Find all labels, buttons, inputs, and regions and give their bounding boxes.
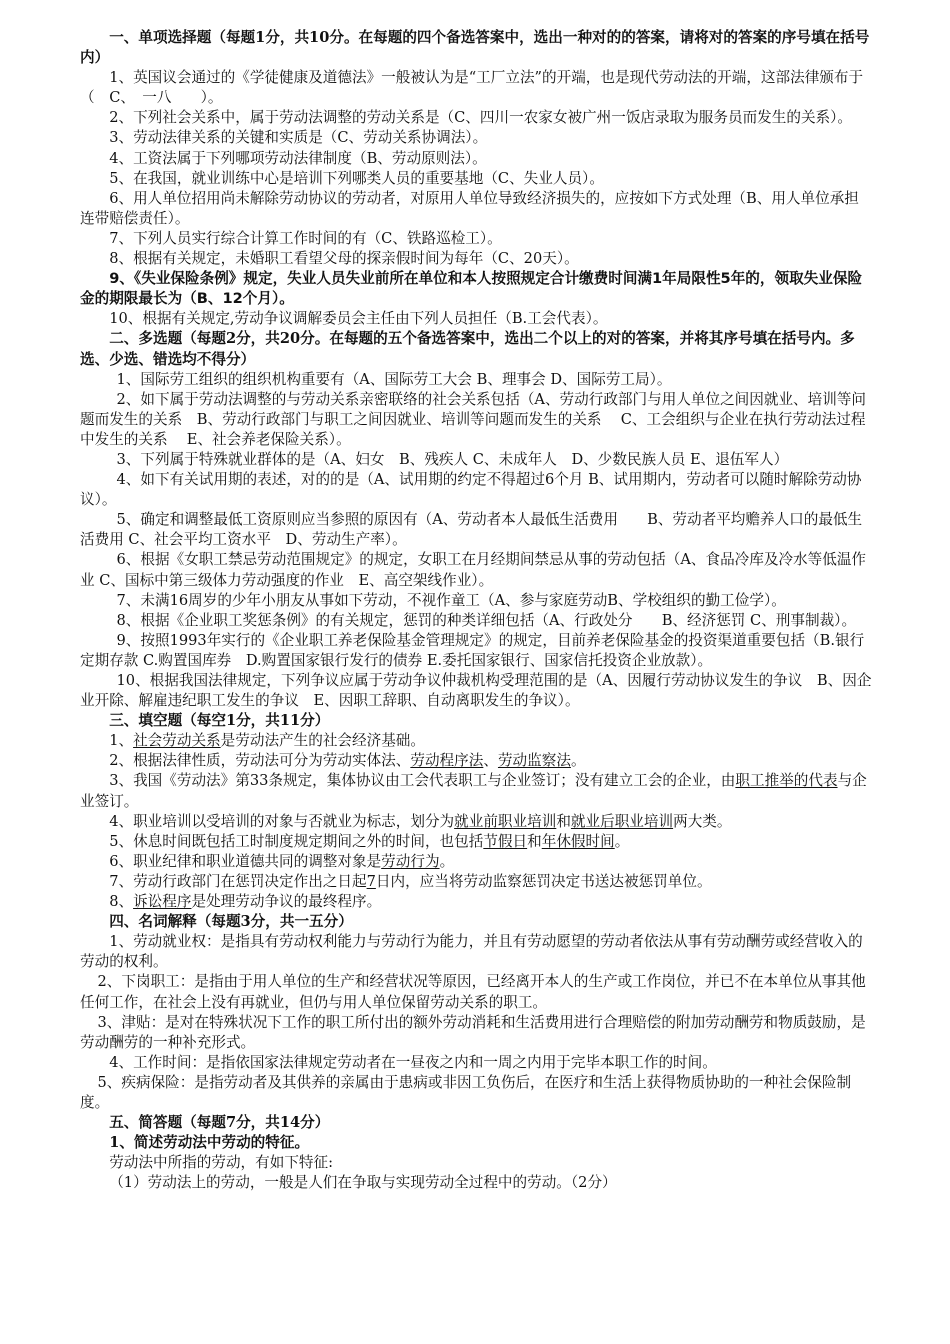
fill-blank-6-text: 6、职业纪律和职业道德共同的调整对象是 (109, 852, 382, 870)
sec2-item-8: 8、根据《企业职工奖惩条例》的有关规定，惩罚的种类详细包括（A、行政处分 B、经济惩罚 C、刑事制裁）。 (116, 611, 857, 629)
sec2-item-2: 2、如下属于劳动法调整的与劳动关系亲密联络的社会关系包括（A、劳动行政部门与用人单位之间因就业、培训等问题而发生的关系 B、劳动行政部门与职工之间因就业、培训等问题而发生的关系 C、工会组织与企业在执行劳动法过程中发生的关系 E、社会养老保险关系）。 (80, 390, 867, 448)
fill-blank-3-answer: 职工推举的代表 (735, 772, 838, 790)
fill-blank-4-joiner: 和 (556, 812, 571, 830)
short-answer-1-question: 1、简述劳动法中劳动的特征。 (109, 1134, 310, 1152)
fill-blank-7-rest: 日内，应当将劳动监察惩罚决定书送达被惩罚单位。 (375, 872, 712, 890)
fill-blank-2-answer-1: 劳动程序法 (410, 752, 484, 770)
sec1-item-3: 3、劳动法律关系的关键和实质是（C、劳动关系协调法）。 (109, 129, 488, 147)
fill-blank-8-number: 8、 (109, 893, 134, 911)
section-3-heading: 三、填空题（每空1分，共11分） (109, 712, 330, 730)
section-2-heading: 二、多选题（每题2分，共20分。在每题的五个备选答案中，选出二个以上的对的答案，并将其序号填在括号内。多选、少选、错选均不得分） (80, 330, 855, 368)
fill-blank-2-answer-2: 劳动监察法 (497, 752, 571, 770)
term-3: 3、津贴：是对在特殊状况下工作的职工所付出的额外劳动消耗和生活费用进行合理赔偿的附加劳动酬劳和物质鼓励，是劳动酬劳的一种补充形式。 (80, 1013, 866, 1051)
term-5: 5、疾病保险：是指劳动者及其供养的亲属由于患病或非因工负伤后，在医疗和生活上获得物质协助的一种社会保险制度。 (80, 1073, 852, 1111)
fill-blank-1 (80, 731, 872, 751)
fill-blank-4 (80, 812, 872, 832)
fill-blank-6-answer: 劳动行为 (381, 852, 440, 870)
sec2-item-9: 9、按照1993年实行的《企业职工养老保险基金管理规定》的规定，目前养老保险基金的投资渠道重要包括（B.银行定期存款 C.购置国库券 D.购置国家银行发行的债券 E.委托国家银行、国家信托投资企业放款）。 (80, 631, 865, 669)
fill-blank-6 (80, 852, 872, 872)
sec2-item-6: 6、根据《女职工禁忌劳动范围规定》的规定，女职工在月经期间禁忌从事的劳动包括（A、食品冷库及冷水等低温作业 C、国标中第三级体力劳动强度的作业 E、高空架线作业）。 (80, 551, 867, 589)
fill-blank-3-text: 3、我国《劳动法》第33条规定，集体协议由工会代表职工与企业签订；没有建立工会的企业，由 (109, 772, 736, 790)
sec2-item-1: 1、国际劳工组织的组织机构重要有（A、国际劳工大会 B、理事会 D、国际劳工局）。 (116, 370, 672, 388)
fill-blank-4-text: 4、职业培训以受培训的对象与否就业为标志，划分为 (109, 812, 455, 830)
fill-blank-2-rest: 。 (570, 752, 586, 770)
fill-blank-2-text: 2、根据法律性质，劳动法可分为劳动实体法、 (109, 752, 411, 770)
fill-blank-1-number: 1、 (109, 732, 134, 750)
fill-blank-6-rest: 。 (439, 852, 455, 870)
sec1-item-4: 4、工资法属于下列哪项劳动法律制度（B、劳动原则法）。 (109, 149, 487, 167)
fill-blank-5-text: 5、休息时间既包括工时制度规定期间之外的时间，也包括 (109, 832, 484, 850)
fill-blank-4-rest: 两大类。 (673, 812, 732, 830)
section-4-heading: 四、名词解释（每题3分，共一五分） (109, 913, 353, 931)
sec1-item-8: 8、根据有关规定，未婚职工看望父母的探亲假时间为每年（C、20天）。 (109, 250, 579, 268)
sec1-item-10: 10、根据有关规定,劳动争议调解委员会主任由下列人员担任（B.工会代表）。 (109, 310, 608, 328)
term-1: 1、劳动就业权：是指具有劳动权利能力与劳动行为能力，并且有劳动愿望的劳动者依法从事有劳动酬劳或经营收入的劳动的权利。 (80, 933, 863, 971)
fill-blank-5 (80, 832, 872, 852)
sec2-item-3: 3、下列属于特殊就业群体的是（A、妇女 B、残疾人 C、未成年人 D、少数民族人员 E、退伍军人） (116, 450, 789, 468)
fill-blank-8-answer: 诉讼程序 (133, 893, 192, 911)
fill-blank-4-answer-1: 就业前职业培训 (454, 812, 557, 830)
fill-blank-8-rest: 是处理劳动争议的最终程序。 (191, 893, 382, 911)
term-2: 2、下岗职工：是指由于用人单位的生产和经营状况等原因，已经离开本人的生产或工作岗位，并已不在本单位从事其他任何工作，在社会上没有再就业，但仍与用人单位保留劳动关系的职工。 (80, 973, 866, 1011)
section-5-heading: 五、简答题（每题7分，共14分） (109, 1114, 330, 1132)
sec1-item-5: 5、在我国，就业训练中心是培训下列哪类人员的重要基地（C、失业人员）。 (109, 169, 604, 187)
section-1-heading: 一、单项选择题（每题1分，共10分。在每题的四个备选答案中，选出一种对的的答案，请将对的答案的序号填在括号内） (80, 29, 870, 67)
short-answer-1-lead: 劳动法中所指的劳动，有如下特征: (109, 1154, 334, 1172)
sec1-item-6: 6、用人单位招用尚未解除劳动协议的劳动者，对原用人单位导致经济损失的，应按如下方式处理（B、用人单位承担连带赔偿责任）。 (80, 189, 859, 227)
fill-blank-8 (80, 892, 872, 912)
fill-blank-7 (80, 872, 872, 892)
fill-blank-7-answer: 7 (366, 872, 376, 890)
sec2-item-10: 10、根据我国法律规定，下列争议应属于劳动争议仲裁机构受理范围的是（A、因履行劳动协议发生的争议 B、因企业开除、解雇违纪职工发生的争议 E、因职工辞职、自动离职发生的争议）。 (80, 672, 872, 710)
fill-blank-1-rest: 是劳动法产生的社会经济基础。 (220, 732, 425, 750)
fill-blank-5-answer-1: 节假日 (483, 832, 528, 850)
fill-blank-3 (80, 771, 872, 811)
fill-blank-1-answer: 社会劳动关系 (133, 732, 221, 750)
sec2-item-4: 4、如下有关试用期的表述，对的的是（A、试用期的约定不得超过6个月 B、试用期内，劳动者可以随时解除劳动协议）。 (80, 471, 862, 509)
sec1-item-9: 9、《失业保险条例》规定，失业人员失业前所在单位和本人按照规定合计缴费时间满1年局限性5年的，领取失业保险金的期限最长为（B、12个月）。 (80, 270, 863, 308)
fill-blank-5-joiner: 和 (527, 832, 542, 850)
fill-blank-2 (80, 751, 872, 771)
short-answer-1-point-1: （1）劳动法上的劳动，一般是人们在争取与实现劳动全过程中的劳动。（2分） (109, 1174, 617, 1192)
fill-blank-3-rest: 与企业签订。 (80, 772, 867, 810)
fill-blank-5-answer-2: 年休假时间 (541, 832, 615, 850)
sec2-item-5: 5、确定和调整最低工资原则应当参照的原因有（A、劳动者本人最低生活费用 B、劳动者平均赡养人口的最低生活费用 C、社会平均工资水平 D、劳动生产率）。 (80, 511, 863, 549)
fill-blank-5-rest: 。 (614, 832, 630, 850)
term-4: 4、工作时间：是指依国家法律规定劳动者在一昼夜之内和一周之内用于完毕本职工作的时间。 (109, 1053, 717, 1071)
fill-blank-7-text: 7、劳动行政部门在惩罚决定作出之日起 (109, 872, 367, 890)
fill-blank-2-separator: 、 (483, 752, 498, 770)
fill-blank-4-answer-2: 就业后职业培训 (570, 812, 674, 830)
sec1-item-7: 7、下列人员实行综合计算工作时间的有（C、铁路巡检工）。 (109, 229, 502, 247)
sec2-item-7: 7、未满16周岁的少年小朋友从事如下劳动，不视作童工（A、参与家庭劳动B、学校组织的勤工俭学）。 (116, 591, 786, 609)
sec1-item-2: 2、下列社会关系中，属于劳动法调整的劳动关系是（C、四川一农家女被广州一饭店录取为服务员而发生的关系）。 (109, 109, 853, 127)
sec1-item-1: 1、英国议会通过的《学徒健康及道德法》一般被认为是“工厂立法”的开端，也是现代劳动法的开端，这部法律颁布于（ C、 一八 ）。 (80, 69, 864, 107)
